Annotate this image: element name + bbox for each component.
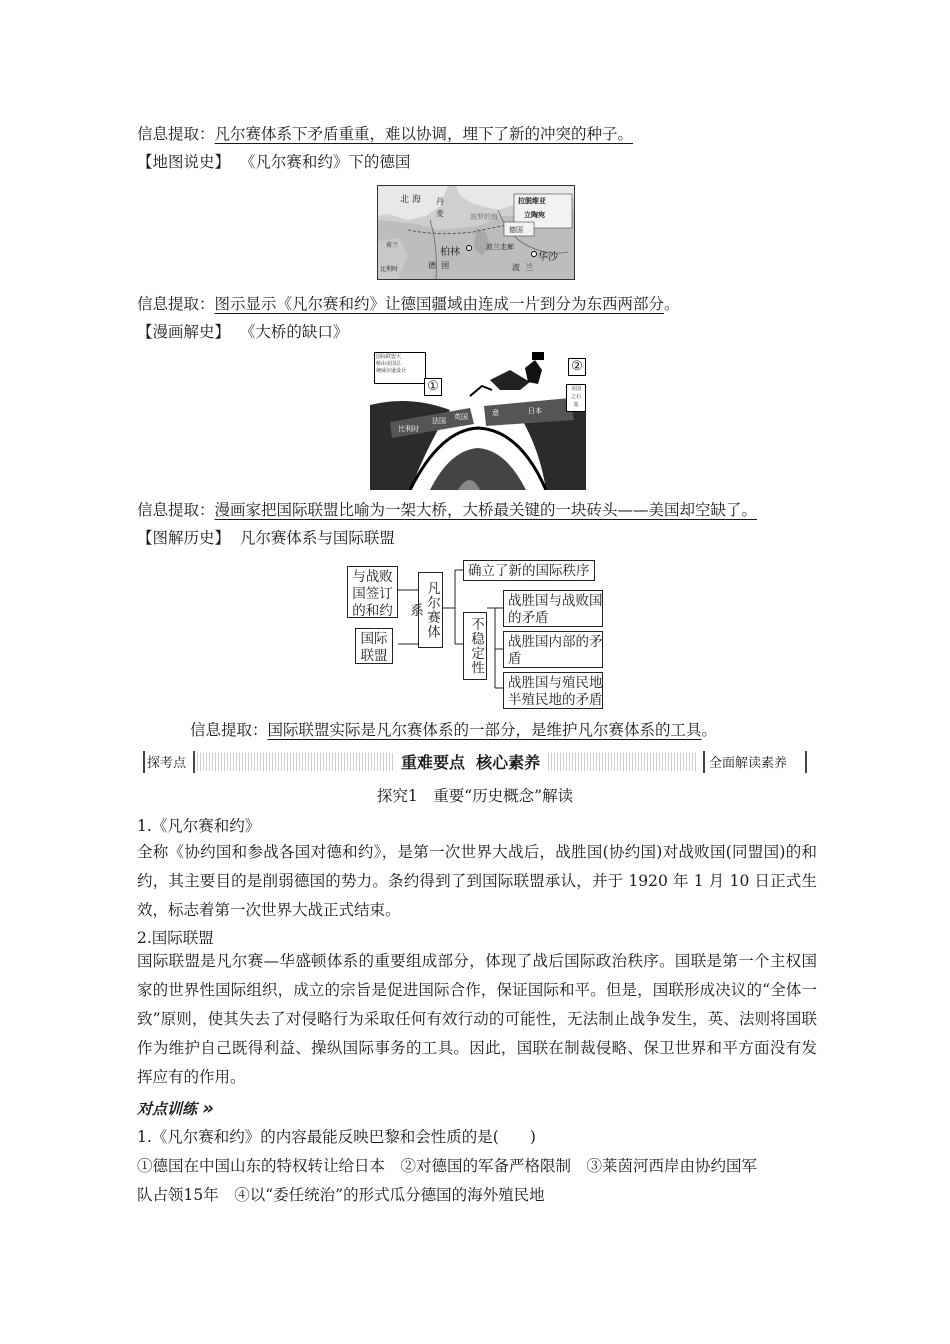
double-arrow-icon: » [202, 1098, 214, 1119]
info-line-2 [137, 294, 680, 314]
cartoon-heading-tag: 【漫画解史】 [137, 323, 231, 341]
banner-bar-right [805, 751, 807, 773]
diagram-heading [137, 528, 395, 548]
banner-bar-left [143, 751, 145, 773]
diagram-box-peace-treaties: 与战败 国签订 的和约 [347, 566, 398, 618]
cartoon-mark-2: ② [568, 358, 586, 376]
diagram-box-versailles-system: 凡尔赛体系 [418, 572, 443, 648]
diagram-heading-tag: 【图解历史】 [137, 529, 231, 547]
map-label-belgium: 比利时 [380, 266, 399, 273]
map-heading-tag: 【地图说史】 [137, 153, 231, 171]
info-text: 国际联盟实际是凡尔赛体系的一部分，是维护凡尔赛体系的工具 [267, 721, 702, 739]
map-label-corridor: 波兰走廊 [486, 243, 514, 251]
map-label-sea: 北 海 [400, 195, 421, 205]
map-label-netherlands: 荷兰 [386, 242, 399, 249]
cartoon-brick: 法国 [432, 417, 446, 425]
diagram-box-contradiction-1: 战胜国与战败国 的矛盾 [503, 590, 603, 627]
cartoon-sign-1: 国际联盟大 桥由美国总 统威尔逊设计 [374, 352, 426, 384]
cartoon-image [370, 350, 586, 490]
info-text: 图示显示《凡尔赛和约》让德国疆域由连成一片到分为东西两部分 [214, 295, 665, 313]
item-2-body: 国际联盟是凡尔赛—华盛顿体系的重要组成部分，体现了战后国际政治秩序。国联是第一个主权国家的世界性国际组织，成立的宗旨是促进国际合作，保证国际和平。但是，国联形成决议的“全体一致”原则，使其失去了对侵略行为采取任何有效行动的可能性，无法制止战争发生，英、法则将国联作为维护自己既得利益、操纵国际事务的工具。因此，国联在制裁侵略、保卫世界和平方面没有发挥应有的作用。 [137, 952, 817, 1086]
info-label: 信息提取： [137, 125, 215, 143]
section-title: 探究1 重要“历史概念”解读 [376, 787, 574, 805]
diagram-box-instability: 不稳定性 [463, 612, 487, 680]
diagram-box-contradiction-2: 战胜国内部的矛 盾 [503, 631, 603, 668]
diagram-box-contradiction-3: 战胜国与殖民地 半殖民地的矛盾 [503, 672, 603, 709]
info-label: 信息提取： [190, 721, 268, 739]
question-1: 1.《凡尔赛和约》的内容最能反映巴黎和会性质的是( ) [137, 1128, 536, 1146]
training-heading-text: 对点训练 [137, 1100, 198, 1118]
diagram-box-league: 国际 联盟 [355, 628, 393, 664]
cartoon-brick: 日本 [528, 407, 542, 415]
map-label-germany: 德 国 [428, 261, 450, 270]
banner-title: 重难要点 核心素养 [395, 750, 546, 773]
map-label-lithuania: 立陶宛 [524, 211, 545, 219]
diagram-box-new-order: 确立了新的国际秩序 [463, 560, 595, 581]
map-label-baltic: 波罗的海 [470, 213, 498, 221]
map-label-warsaw: 华沙 [538, 252, 558, 263]
info-label: 信息提取： [137, 295, 215, 313]
cartoon-heading [137, 322, 348, 342]
info-text: 漫画家把国际联盟比喻为一架大桥，大桥最关键的一块砖头——美国却空缺了。 [214, 501, 758, 519]
info-text: 凡尔赛体系下矛盾重重，难以协调，埋下了新的冲突的种子。 [214, 125, 634, 143]
banner-bar [193, 751, 195, 773]
training-heading [137, 1098, 214, 1119]
info-tail: 。 [664, 295, 680, 313]
map-heading-title: 《凡尔赛和约》下的德国 [239, 153, 411, 171]
map-label-denmark: 丹 麦 [436, 197, 444, 218]
section-banner [143, 749, 808, 775]
info-tail: 。 [701, 721, 718, 739]
map-label-latvia: 拉脱维亚 [518, 197, 546, 205]
item-1-body: 全称《协约国和参战各国对德和约》，是第一次世界大战后，战胜国(协约国)对战败国(同盟国)的和约，其主要目的是削弱德国的势力。条约得到了到国际联盟承认，并于 1920 年 1 月 10 日正式生效，标志着第一次世界大战正式结束。 [137, 843, 817, 919]
banner-right-label: 全面解读素养 [709, 756, 788, 771]
banner-left-label: 探考点 [147, 756, 187, 771]
info-line-1 [137, 124, 633, 144]
map-label-berlin: 柏林 [440, 247, 460, 258]
cartoon-brick: 比利时 [398, 425, 419, 433]
map-label-eprussia: 德国 [509, 226, 523, 234]
question-1-options-line-2: 队占领15年 ④以“委任统治”的形式瓜分德国的海外殖民地 [137, 1186, 545, 1204]
map-heading [137, 152, 410, 172]
cartoon-brick: 英国 [454, 413, 468, 421]
cartoon-mark-1: ① [424, 378, 442, 396]
info-line-3 [137, 500, 757, 520]
map-label-poland: 波 兰 [512, 263, 534, 272]
cartoon-sign-2: 美国 之石 基 [566, 384, 586, 412]
question-1-options-line-1: ①德国在中国山东的特权转让给日本 ②对德国的军备严格限制 ③莱茵河西岸由协约国军 [137, 1157, 758, 1175]
banner-bar [703, 751, 705, 773]
diagram [345, 558, 605, 710]
cartoon-heading-title: 《大桥的缺口》 [239, 323, 349, 341]
diagram-heading-title: 凡尔赛体系与国际联盟 [239, 529, 395, 547]
cartoon-brick: 意 [492, 409, 499, 417]
item-2-title: 2.国际联盟 [137, 929, 214, 947]
info-line-4 [190, 720, 717, 740]
item-1-title: 1.《凡尔赛和约》 [137, 817, 261, 835]
info-label: 信息提取： [137, 501, 215, 519]
map-image [377, 185, 575, 280]
